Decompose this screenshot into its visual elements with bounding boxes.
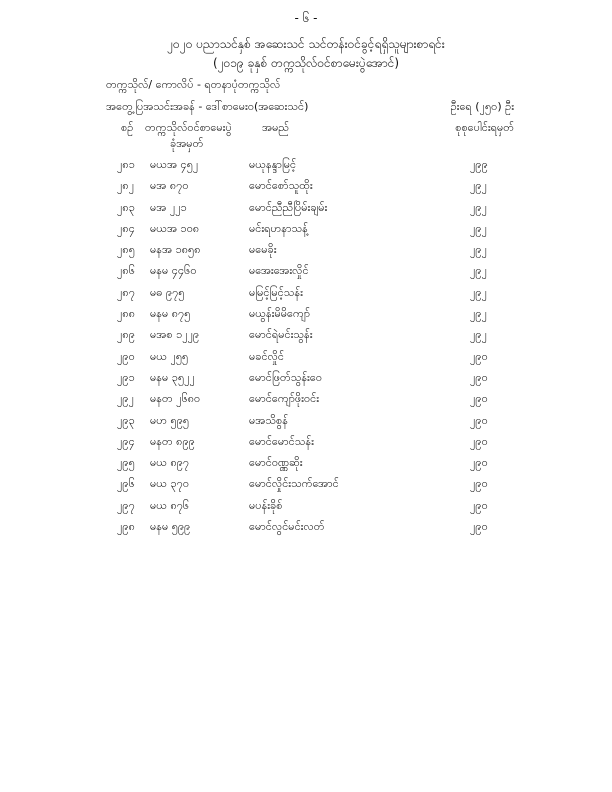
row-roll-number: မနအ ၁၈၅၈ (150, 243, 201, 257)
header-roll-number-line-2: ခုံအမှတ် (170, 137, 204, 150)
row-student-name: မမြင့်မြင့်သန်း (249, 285, 303, 299)
row-serial: ၂၈၂ (117, 179, 135, 193)
document-subtitle: (၂၀၁၉ ခုနှစ် တက္ကသိုလ်ဝင်စာမေးပွဲအောင်) (212, 56, 400, 70)
row-roll-number: မယ ၂၅၅ (150, 349, 189, 363)
row-total-marks: ၂၉၂ (470, 243, 487, 257)
row-serial: ၂၉၀ (117, 349, 135, 363)
row-roll-number: မအ ၂၂၁ (150, 200, 187, 214)
row-serial: ၂၈၄ (117, 221, 135, 235)
header-name: အမည် (262, 121, 290, 134)
table-row (0, 477, 612, 498)
row-student-name: မပန်းခိုစ် (249, 498, 283, 512)
row-roll-number: မနတ ၂၆၈၀ (150, 392, 201, 406)
row-roll-number: မအစ ၁၂၂၉ (150, 328, 200, 342)
table-row (0, 179, 612, 200)
table-row (0, 201, 612, 222)
table-row (0, 392, 612, 413)
student-table (0, 158, 612, 541)
row-roll-number: မယအ ၄၅၂ (150, 158, 199, 171)
row-serial: ၂၉၇ (117, 498, 135, 512)
row-serial: ၂၉၆ (117, 477, 135, 491)
row-roll-number: မနမ ၄၄၆၀ (150, 264, 197, 278)
row-roll-number: မနမ ၃၅၂၂ (150, 370, 195, 384)
row-total-marks: ၂၉၀ (470, 434, 488, 448)
table-row (0, 371, 612, 392)
row-student-name: မောင်ဝဏ္ဏဆိုး (249, 456, 303, 470)
row-serial: ၂၈၃ (117, 200, 135, 214)
row-total-marks: ၂၉၂ (470, 285, 487, 299)
header-roll-number: တက္ကသိုလ်ဝင်စာမေးပွဲ (145, 121, 232, 134)
row-roll-number: မယအ ၁၀၈ (150, 221, 200, 235)
row-total-marks: ၂၉၀ (470, 392, 488, 406)
table-row (0, 499, 612, 520)
table-row (0, 222, 612, 243)
row-total-marks: ၂၉၀ (470, 477, 488, 491)
table-row (0, 435, 612, 456)
row-serial: ၂၉၃ (117, 413, 135, 427)
page-number: - ၆ - (294, 11, 318, 25)
row-roll-number: မယ ၈၇၆ (150, 498, 190, 512)
row-student-name: မောင်ညီညီပြိမ်းချမ်း (249, 200, 328, 214)
row-total-marks: ၂၉၂ (470, 200, 487, 214)
row-total-marks: ၂၉၂ (470, 221, 487, 235)
row-serial: ၂၉၅ (117, 456, 135, 470)
table-row (0, 456, 612, 477)
row-total-marks: ၂၉၂ (470, 307, 487, 321)
quota-count: ဦးရေ (၂၅၀) ဦး (450, 100, 514, 113)
row-student-name: မောင်လှိုင်းသက်အောင် (249, 477, 339, 491)
row-roll-number: မနတ ၈၉၉ (150, 434, 195, 448)
row-serial: ၂၈၇ (117, 285, 135, 299)
table-row (0, 243, 612, 264)
row-serial: ၂၈၉ (117, 328, 135, 342)
row-student-name: မောင်စော်သူထိုး (249, 179, 313, 193)
table-row (0, 414, 612, 435)
header-serial: စဉ် (121, 121, 134, 134)
header-total-marks: စုစုပေါင်းရမှတ် (455, 121, 514, 134)
row-student-name: မောင်လွင်မင်းလတ် (249, 520, 325, 534)
row-total-marks: ၂၉၀ (470, 370, 488, 384)
row-total-marks: ၂၉၀ (470, 498, 488, 512)
row-student-name: မအသိစွန် (249, 413, 288, 427)
row-roll-number: မဓ ၉၇၅ (150, 285, 185, 299)
row-roll-number: မယ ၈၉၇ (150, 456, 190, 470)
row-student-name: မမေခိုး (249, 243, 277, 257)
table-row (0, 264, 612, 285)
row-student-name: မောင်ကျော်ဖိုးဝင်း (249, 392, 320, 406)
row-total-marks: ၂၉၀ (470, 413, 488, 427)
row-serial: ၂၈၈ (117, 307, 135, 321)
row-total-marks: ၂၉၂ (470, 179, 487, 193)
row-total-marks: ၂၉၀ (470, 456, 488, 470)
row-total-marks: ၂၉၀ (470, 520, 488, 534)
university-line: တက္ကသိုလ်/ ကောလိပ် - ရတနာပုံတက္ကသိုလ် (106, 78, 281, 91)
row-roll-number: မအ ၈၇၀ (150, 179, 189, 193)
row-roll-number: မနမ ၈၇၅ (150, 307, 191, 321)
table-row (0, 350, 612, 371)
row-student-name: မင်းရဟနာသန့် (249, 221, 308, 235)
row-serial: ၂၉၂ (117, 392, 134, 406)
table-row (0, 520, 612, 541)
row-student-name: မအေးအေးလှိုင် (249, 264, 309, 278)
row-student-name: မောင်ရဲမင်းသွန်း (249, 328, 313, 342)
table-row (0, 307, 612, 328)
document-title: ၂၀၂၀ ပညာသင်နှစ် အဆေးသင် သင်တန်းဝင်ခွင့်ရရှိသူများစာရင်း (167, 37, 445, 51)
table-row (0, 158, 612, 179)
row-serial: ၂၈၆ (117, 264, 135, 278)
row-serial: ၂၉၈ (117, 520, 135, 534)
row-student-name: မယုနန္ဒာမြင့် (249, 158, 297, 171)
row-student-name: မောင်ဖြတ်သွန်းဝေ (249, 370, 322, 384)
row-serial: ၂၈၁ (117, 158, 135, 171)
row-serial: ၂၈၅ (117, 243, 135, 257)
row-serial: ၂၉၁ (117, 370, 135, 384)
row-roll-number: မဟ ၅၉၅ (150, 413, 190, 427)
row-student-name: မခင်လှိုင် (249, 349, 284, 363)
specialization-line: အတွေ့ပြအသင်းအခန် - ဒေါ်စာမေးဝ(အဆေးသင်) (106, 100, 309, 113)
row-total-marks: ၂၉၀ (470, 349, 488, 363)
row-roll-number: မနမ ၅၉၉ (150, 520, 191, 534)
row-total-marks: ၂၉၂ (470, 328, 487, 342)
row-student-name: မောင်မောင်သန်း (249, 434, 314, 448)
row-total-marks: ၂၉၂ (470, 264, 487, 278)
table-row (0, 286, 612, 307)
row-serial: ၂၉၄ (117, 434, 135, 448)
table-row (0, 328, 612, 349)
row-roll-number: မယ ၃၇၀ (150, 477, 190, 491)
row-student-name: မယွန်းမိမိကျော် (249, 307, 311, 321)
row-total-marks: ၂၉၉ (470, 158, 488, 171)
